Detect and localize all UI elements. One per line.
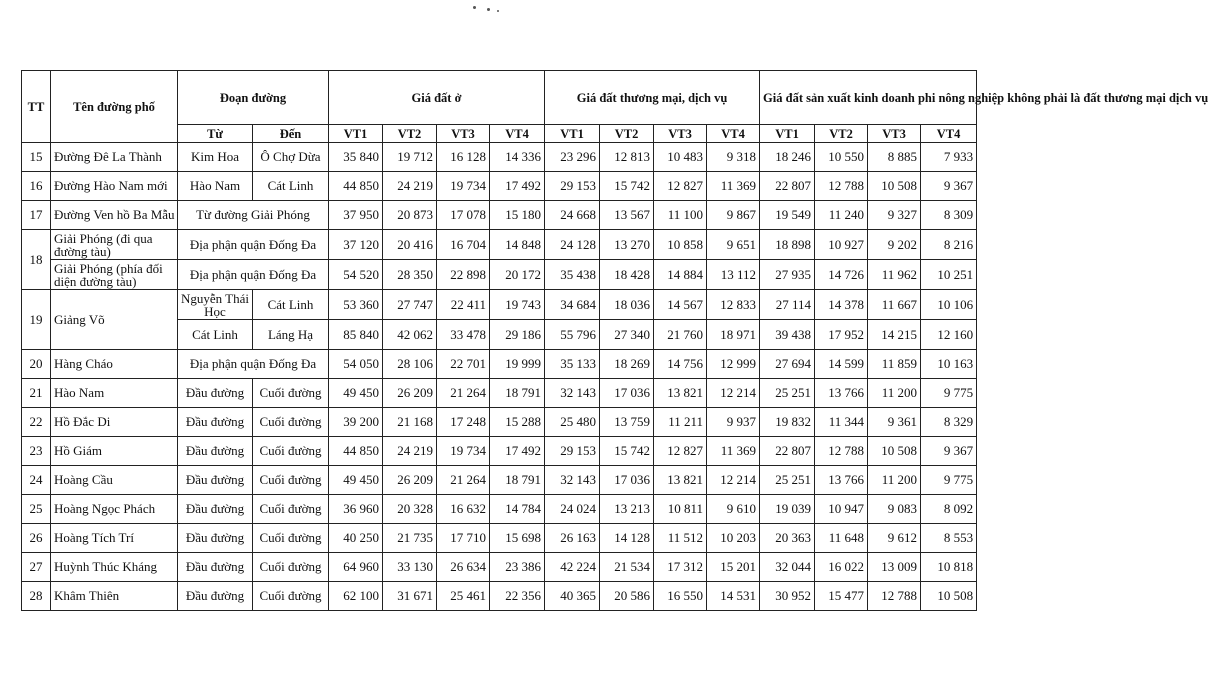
commercial-vt1-value: 29 153 [545, 172, 600, 201]
commercial-vt1-value: 26 163 [545, 524, 600, 553]
residential-vt2-value: 24 219 [383, 437, 437, 466]
residential-vt3-value: 17 710 [437, 524, 490, 553]
nonagri-vt1-value: 39 438 [760, 320, 815, 350]
commercial-vt1-value: 29 153 [545, 437, 600, 466]
header-r-vt4: VT4 [490, 125, 545, 143]
header-segment: Đoạn đường [178, 71, 329, 125]
header-from: Từ [178, 125, 253, 143]
nonagri-vt1-value: 30 952 [760, 582, 815, 611]
commercial-vt1-value: 24 668 [545, 201, 600, 230]
commercial-vt1-value: 42 224 [545, 553, 600, 582]
nonagri-vt2-value: 16 022 [815, 553, 868, 582]
residential-vt1-value: 40 250 [329, 524, 383, 553]
table-row [22, 290, 977, 320]
row-number: 19 [22, 290, 51, 350]
commercial-vt4-value: 12 214 [707, 466, 760, 495]
commercial-vt4-value: 18 971 [707, 320, 760, 350]
commercial-vt4-value: 9 867 [707, 201, 760, 230]
row-number: 18 [22, 230, 51, 290]
commercial-vt3-value: 10 811 [654, 495, 707, 524]
street-name: Giải Phóng (đi qua đường tàu) [51, 230, 178, 260]
nonagri-vt4-value: 9 775 [921, 379, 977, 408]
nonagri-vt3-value: 11 859 [868, 350, 921, 379]
commercial-vt2-value: 21 534 [600, 553, 654, 582]
nonagri-vt4-value: 10 163 [921, 350, 977, 379]
nonagri-vt3-value: 9 202 [868, 230, 921, 260]
residential-vt3-value: 16 632 [437, 495, 490, 524]
row-number: 26 [22, 524, 51, 553]
commercial-vt2-value: 17 036 [600, 466, 654, 495]
commercial-vt1-value: 34 684 [545, 290, 600, 320]
street-name: Hoàng Ngọc Phách [51, 495, 178, 524]
nonagri-vt3-value: 9 083 [868, 495, 921, 524]
row-number: 20 [22, 350, 51, 379]
nonagri-vt4-value: 8 092 [921, 495, 977, 524]
residential-vt3-value: 21 264 [437, 379, 490, 408]
header-commercial: Giá đất thương mại, dịch vụ [545, 71, 760, 125]
header-n-vt1: VT1 [760, 125, 815, 143]
segment-to: Cát Linh [253, 172, 329, 201]
residential-vt3-value: 22 411 [437, 290, 490, 320]
nonagri-vt1-value: 19 832 [760, 408, 815, 437]
segment-from: Đầu đường [178, 437, 253, 466]
commercial-vt3-value: 12 827 [654, 172, 707, 201]
commercial-vt4-value: 9 651 [707, 230, 760, 260]
residential-vt3-value: 25 461 [437, 582, 490, 611]
residential-vt4-value: 15 698 [490, 524, 545, 553]
header-r-vt3: VT3 [437, 125, 490, 143]
residential-vt4-value: 17 492 [490, 172, 545, 201]
residential-vt1-value: 54 520 [329, 260, 383, 290]
residential-vt2-value: 19 712 [383, 143, 437, 172]
nonagri-vt3-value: 12 788 [868, 582, 921, 611]
residential-vt4-value: 17 492 [490, 437, 545, 466]
residential-vt1-value: 49 450 [329, 379, 383, 408]
nonagri-vt2-value: 14 599 [815, 350, 868, 379]
header-c-vt2: VT2 [600, 125, 654, 143]
nonagri-vt1-value: 20 363 [760, 524, 815, 553]
street-name: Đường Hào Nam mới [51, 172, 178, 201]
commercial-vt4-value: 14 531 [707, 582, 760, 611]
table-row [22, 524, 977, 553]
table-row [22, 495, 977, 524]
segment-to: Cuối đường [253, 437, 329, 466]
nonagri-vt4-value: 9 775 [921, 466, 977, 495]
commercial-vt2-value: 15 742 [600, 437, 654, 466]
street-name: Đường Ven hồ Ba Mẫu [51, 201, 178, 230]
residential-vt4-value: 20 172 [490, 260, 545, 290]
nonagri-vt3-value: 14 215 [868, 320, 921, 350]
table-row [22, 582, 977, 611]
table-row [22, 260, 977, 290]
nonagri-vt1-value: 22 807 [760, 172, 815, 201]
nonagri-vt2-value: 11 240 [815, 201, 868, 230]
header-n-vt2: VT2 [815, 125, 868, 143]
commercial-vt1-value: 32 143 [545, 379, 600, 408]
commercial-vt1-value: 40 365 [545, 582, 600, 611]
nonagri-vt2-value: 10 947 [815, 495, 868, 524]
segment-to: Cuối đường [253, 466, 329, 495]
residential-vt2-value: 27 747 [383, 290, 437, 320]
commercial-vt1-value: 24 128 [545, 230, 600, 260]
nonagri-vt1-value: 18 898 [760, 230, 815, 260]
commercial-vt4-value: 12 214 [707, 379, 760, 408]
commercial-vt3-value: 14 884 [654, 260, 707, 290]
residential-vt3-value: 21 264 [437, 466, 490, 495]
residential-vt1-value: 35 840 [329, 143, 383, 172]
residential-vt1-value: 36 960 [329, 495, 383, 524]
nonagri-vt2-value: 11 344 [815, 408, 868, 437]
table-row [22, 466, 977, 495]
commercial-vt4-value: 9 318 [707, 143, 760, 172]
nonagri-vt2-value: 11 648 [815, 524, 868, 553]
nonagri-vt3-value: 11 200 [868, 466, 921, 495]
nonagri-vt4-value: 10 251 [921, 260, 977, 290]
residential-vt1-value: 54 050 [329, 350, 383, 379]
nonagri-vt3-value: 10 508 [868, 437, 921, 466]
nonagri-vt4-value: 8 216 [921, 230, 977, 260]
segment-range: Địa phận quận Đống Đa [178, 350, 329, 379]
segment-to: Cát Linh [253, 290, 329, 320]
commercial-vt4-value: 13 112 [707, 260, 760, 290]
residential-vt1-value: 44 850 [329, 437, 383, 466]
commercial-vt2-value: 13 567 [600, 201, 654, 230]
nonagri-vt2-value: 14 726 [815, 260, 868, 290]
commercial-vt3-value: 12 827 [654, 437, 707, 466]
residential-vt3-value: 17 078 [437, 201, 490, 230]
segment-to: Cuối đường [253, 408, 329, 437]
row-number: 22 [22, 408, 51, 437]
commercial-vt1-value: 55 796 [545, 320, 600, 350]
residential-vt2-value: 33 130 [383, 553, 437, 582]
commercial-vt2-value: 15 742 [600, 172, 654, 201]
commercial-vt3-value: 16 550 [654, 582, 707, 611]
nonagri-vt4-value: 12 160 [921, 320, 977, 350]
header-c-vt1: VT1 [545, 125, 600, 143]
residential-vt4-value: 19 999 [490, 350, 545, 379]
nonagri-vt4-value: 10 106 [921, 290, 977, 320]
table-row [22, 172, 977, 201]
residential-vt2-value: 31 671 [383, 582, 437, 611]
nonagri-vt1-value: 27 694 [760, 350, 815, 379]
nonagri-vt1-value: 22 807 [760, 437, 815, 466]
commercial-vt4-value: 10 203 [707, 524, 760, 553]
commercial-vt3-value: 11 512 [654, 524, 707, 553]
nonagri-vt2-value: 12 788 [815, 437, 868, 466]
table-row [22, 379, 977, 408]
commercial-vt2-value: 14 128 [600, 524, 654, 553]
residential-vt2-value: 20 873 [383, 201, 437, 230]
nonagri-vt1-value: 25 251 [760, 466, 815, 495]
commercial-vt3-value: 10 483 [654, 143, 707, 172]
commercial-vt2-value: 17 036 [600, 379, 654, 408]
header-residential: Giá đất ở [329, 71, 545, 125]
street-name: Hồ Đắc Di [51, 408, 178, 437]
commercial-vt1-value: 25 480 [545, 408, 600, 437]
nonagri-vt4-value: 9 367 [921, 172, 977, 201]
commercial-vt4-value: 15 201 [707, 553, 760, 582]
residential-vt1-value: 53 360 [329, 290, 383, 320]
segment-from: Nguyễn Thái Học [178, 290, 253, 320]
nonagri-vt3-value: 8 885 [868, 143, 921, 172]
residential-vt3-value: 16 128 [437, 143, 490, 172]
table-row [22, 350, 977, 379]
commercial-vt2-value: 18 428 [600, 260, 654, 290]
nonagri-vt2-value: 13 766 [815, 466, 868, 495]
street-name: Hàng Cháo [51, 350, 178, 379]
residential-vt4-value: 29 186 [490, 320, 545, 350]
residential-vt2-value: 28 350 [383, 260, 437, 290]
commercial-vt2-value: 27 340 [600, 320, 654, 350]
residential-vt4-value: 15 288 [490, 408, 545, 437]
header-tt: TT [22, 71, 51, 143]
segment-range: Địa phận quận Đống Đa [178, 230, 329, 260]
commercial-vt4-value: 11 369 [707, 172, 760, 201]
segment-to: Láng Hạ [253, 320, 329, 350]
residential-vt3-value: 16 704 [437, 230, 490, 260]
nonagri-vt2-value: 13 766 [815, 379, 868, 408]
street-name: Giải Phóng (phía đối diện đường tàu) [51, 260, 178, 290]
table-row [22, 230, 977, 260]
nonagri-vt2-value: 12 788 [815, 172, 868, 201]
residential-vt4-value: 15 180 [490, 201, 545, 230]
residential-vt4-value: 22 356 [490, 582, 545, 611]
header-n-vt4: VT4 [921, 125, 977, 143]
residential-vt3-value: 19 734 [437, 437, 490, 466]
segment-from: Kim Hoa [178, 143, 253, 172]
scan-speck [497, 10, 499, 12]
residential-vt1-value: 44 850 [329, 172, 383, 201]
nonagri-vt1-value: 19 549 [760, 201, 815, 230]
commercial-vt3-value: 10 858 [654, 230, 707, 260]
residential-vt2-value: 28 106 [383, 350, 437, 379]
commercial-vt2-value: 18 269 [600, 350, 654, 379]
segment-from: Cát Linh [178, 320, 253, 350]
header-street: Tên đường phố [51, 71, 178, 143]
nonagri-vt1-value: 19 039 [760, 495, 815, 524]
segment-from: Đầu đường [178, 408, 253, 437]
residential-vt4-value: 19 743 [490, 290, 545, 320]
residential-vt4-value: 23 386 [490, 553, 545, 582]
row-number: 23 [22, 437, 51, 466]
residential-vt2-value: 20 328 [383, 495, 437, 524]
commercial-vt3-value: 11 100 [654, 201, 707, 230]
residential-vt1-value: 37 950 [329, 201, 383, 230]
commercial-vt4-value: 9 610 [707, 495, 760, 524]
residential-vt4-value: 18 791 [490, 466, 545, 495]
residential-vt3-value: 33 478 [437, 320, 490, 350]
commercial-vt1-value: 24 024 [545, 495, 600, 524]
commercial-vt1-value: 32 143 [545, 466, 600, 495]
scan-speck [487, 8, 490, 11]
segment-from: Đầu đường [178, 553, 253, 582]
residential-vt1-value: 62 100 [329, 582, 383, 611]
header-n-vt3: VT3 [868, 125, 921, 143]
commercial-vt3-value: 13 821 [654, 466, 707, 495]
commercial-vt4-value: 9 937 [707, 408, 760, 437]
nonagri-vt4-value: 8 309 [921, 201, 977, 230]
table-row [22, 408, 977, 437]
segment-to: Cuối đường [253, 553, 329, 582]
header-nonagri: Giá đất sản xuất kinh doanh phi nông nghiệp không phải là đất thương mại dịch vụ [760, 71, 977, 125]
residential-vt4-value: 18 791 [490, 379, 545, 408]
nonagri-vt4-value: 7 933 [921, 143, 977, 172]
table-row [22, 553, 977, 582]
nonagri-vt3-value: 9 361 [868, 408, 921, 437]
residential-vt3-value: 26 634 [437, 553, 490, 582]
residential-vt2-value: 26 209 [383, 466, 437, 495]
residential-vt2-value: 21 168 [383, 408, 437, 437]
residential-vt3-value: 19 734 [437, 172, 490, 201]
table-row [22, 201, 977, 230]
residential-vt3-value: 22 898 [437, 260, 490, 290]
residential-vt1-value: 85 840 [329, 320, 383, 350]
street-name: Hoàng Tích Trí [51, 524, 178, 553]
row-number: 16 [22, 172, 51, 201]
nonagri-vt3-value: 9 612 [868, 524, 921, 553]
residential-vt4-value: 14 784 [490, 495, 545, 524]
commercial-vt1-value: 23 296 [545, 143, 600, 172]
commercial-vt2-value: 13 759 [600, 408, 654, 437]
commercial-vt2-value: 20 586 [600, 582, 654, 611]
segment-to: Cuối đường [253, 524, 329, 553]
nonagri-vt3-value: 9 327 [868, 201, 921, 230]
row-number: 27 [22, 553, 51, 582]
nonagri-vt2-value: 10 550 [815, 143, 868, 172]
segment-from: Đầu đường [178, 524, 253, 553]
nonagri-vt4-value: 8 553 [921, 524, 977, 553]
commercial-vt3-value: 14 567 [654, 290, 707, 320]
header-c-vt3: VT3 [654, 125, 707, 143]
residential-vt2-value: 26 209 [383, 379, 437, 408]
segment-from: Đầu đường [178, 495, 253, 524]
segment-to: Cuối đường [253, 495, 329, 524]
table-row [22, 437, 977, 466]
header-c-vt4: VT4 [707, 125, 760, 143]
street-name: Giảng Võ [51, 290, 178, 350]
nonagri-vt4-value: 8 329 [921, 408, 977, 437]
segment-from: Đầu đường [178, 379, 253, 408]
residential-vt4-value: 14 848 [490, 230, 545, 260]
segment-to: Cuối đường [253, 582, 329, 611]
row-number: 21 [22, 379, 51, 408]
header-r-vt1: VT1 [329, 125, 383, 143]
segment-from: Hào Nam [178, 172, 253, 201]
commercial-vt4-value: 12 833 [707, 290, 760, 320]
nonagri-vt1-value: 27 935 [760, 260, 815, 290]
land-price-table [21, 70, 1208, 611]
street-name: Đường Đê La Thành [51, 143, 178, 172]
segment-range: Từ đường Giải Phóng [178, 201, 329, 230]
residential-vt1-value: 49 450 [329, 466, 383, 495]
street-name: Khâm Thiên [51, 582, 178, 611]
nonagri-vt1-value: 27 114 [760, 290, 815, 320]
header-to: Đến [253, 125, 329, 143]
header-r-vt2: VT2 [383, 125, 437, 143]
nonagri-vt2-value: 17 952 [815, 320, 868, 350]
commercial-vt2-value: 13 213 [600, 495, 654, 524]
commercial-vt2-value: 13 270 [600, 230, 654, 260]
segment-from: Đầu đường [178, 582, 253, 611]
nonagri-vt3-value: 11 667 [868, 290, 921, 320]
commercial-vt1-value: 35 133 [545, 350, 600, 379]
residential-vt2-value: 24 219 [383, 172, 437, 201]
commercial-vt4-value: 11 369 [707, 437, 760, 466]
row-number: 17 [22, 201, 51, 230]
commercial-vt3-value: 17 312 [654, 553, 707, 582]
segment-to: Ô Chợ Dừa [253, 143, 329, 172]
table-row [22, 143, 977, 172]
street-name: Hoàng Cầu [51, 466, 178, 495]
commercial-vt3-value: 11 211 [654, 408, 707, 437]
nonagri-vt3-value: 10 508 [868, 172, 921, 201]
residential-vt2-value: 21 735 [383, 524, 437, 553]
residential-vt4-value: 14 336 [490, 143, 545, 172]
row-number: 15 [22, 143, 51, 172]
nonagri-vt3-value: 11 200 [868, 379, 921, 408]
segment-range: Địa phận quận Đống Đa [178, 260, 329, 290]
commercial-vt3-value: 13 821 [654, 379, 707, 408]
row-number: 24 [22, 466, 51, 495]
residential-vt1-value: 39 200 [329, 408, 383, 437]
street-name: Hồ Giám [51, 437, 178, 466]
scan-speck [473, 6, 476, 9]
nonagri-vt2-value: 14 378 [815, 290, 868, 320]
commercial-vt2-value: 12 813 [600, 143, 654, 172]
nonagri-vt3-value: 11 962 [868, 260, 921, 290]
commercial-vt1-value: 35 438 [545, 260, 600, 290]
residential-vt3-value: 17 248 [437, 408, 490, 437]
commercial-vt4-value: 12 999 [707, 350, 760, 379]
segment-to: Cuối đường [253, 379, 329, 408]
nonagri-vt2-value: 10 927 [815, 230, 868, 260]
row-number: 25 [22, 495, 51, 524]
nonagri-vt1-value: 25 251 [760, 379, 815, 408]
segment-from: Đầu đường [178, 466, 253, 495]
nonagri-vt4-value: 10 818 [921, 553, 977, 582]
nonagri-vt1-value: 18 246 [760, 143, 815, 172]
nonagri-vt3-value: 13 009 [868, 553, 921, 582]
residential-vt2-value: 20 416 [383, 230, 437, 260]
nonagri-vt2-value: 15 477 [815, 582, 868, 611]
commercial-vt3-value: 14 756 [654, 350, 707, 379]
nonagri-vt4-value: 10 508 [921, 582, 977, 611]
residential-vt1-value: 64 960 [329, 553, 383, 582]
residential-vt2-value: 42 062 [383, 320, 437, 350]
nonagri-vt4-value: 9 367 [921, 437, 977, 466]
commercial-vt3-value: 21 760 [654, 320, 707, 350]
street-name: Huỳnh Thúc Kháng [51, 553, 178, 582]
residential-vt3-value: 22 701 [437, 350, 490, 379]
residential-vt1-value: 37 120 [329, 230, 383, 260]
row-number: 28 [22, 582, 51, 611]
nonagri-vt1-value: 32 044 [760, 553, 815, 582]
commercial-vt2-value: 18 036 [600, 290, 654, 320]
street-name: Hào Nam [51, 379, 178, 408]
